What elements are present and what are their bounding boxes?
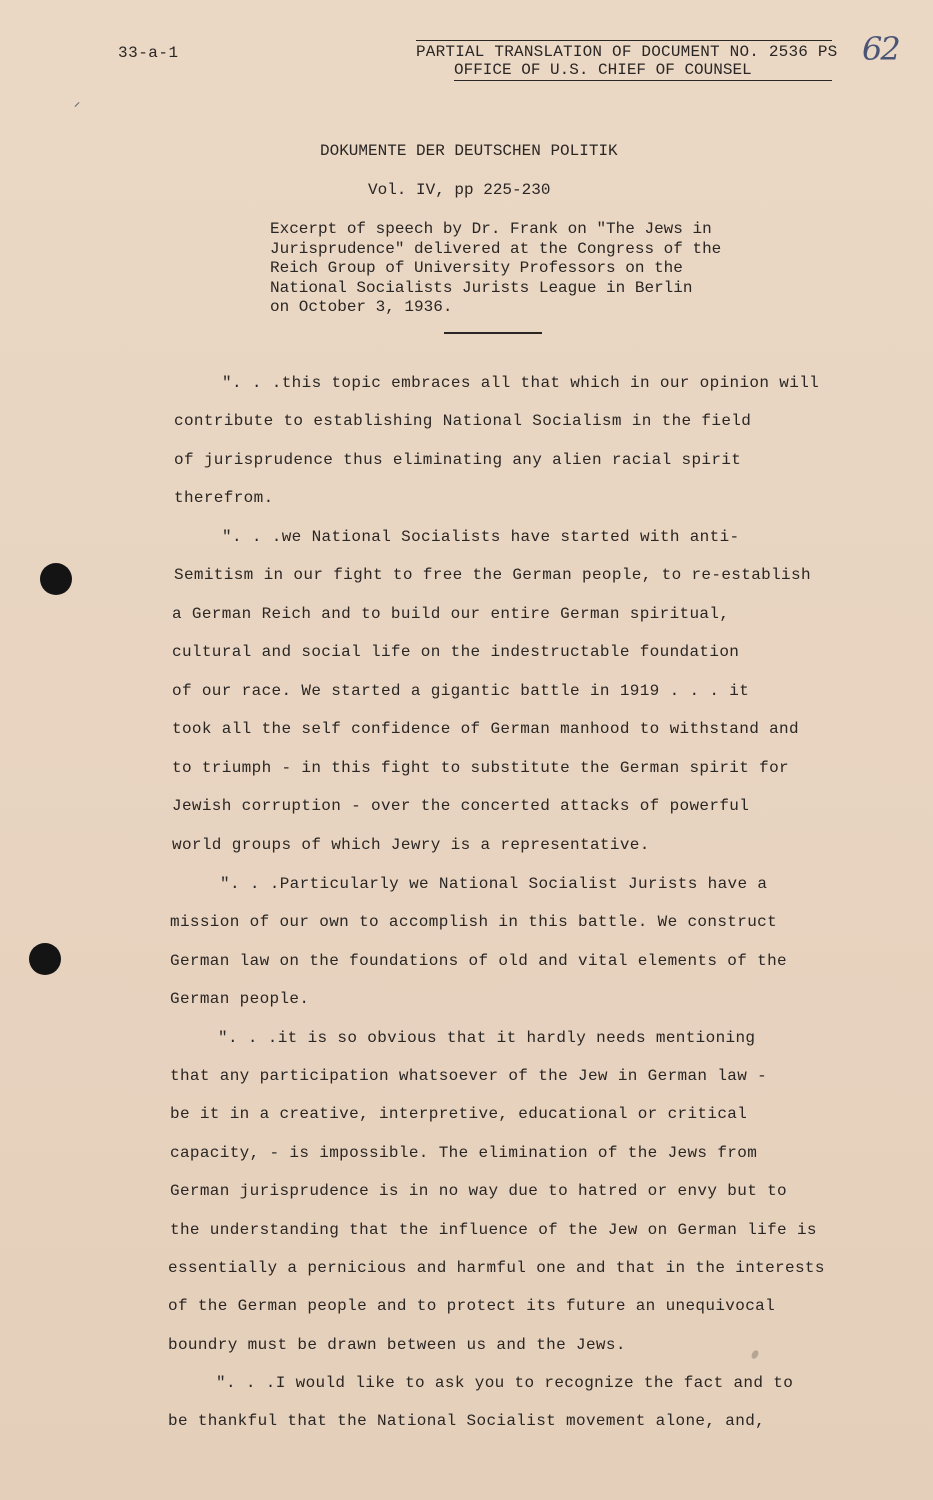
punch-hole [40,563,72,595]
body-line: ". . .this topic embraces all that which in our opinion will [222,374,820,392]
section-divider [444,332,542,334]
excerpt-line: National Socialists Jurists League in Berlin [270,278,693,297]
body-line: world groups of which Jewry is a representative. [172,836,650,854]
body-line: to triumph - in this fight to substitute the German spirit for [172,759,789,777]
excerpt-line: Jurisprudence" delivered at the Congress of the [270,239,722,258]
translation-header [416,40,838,81]
body-line: therefrom. [174,489,274,507]
handwritten-page-number: 62 [862,30,899,68]
body-line: of our race. We started a gigantic battle in 1919 . . . it [172,682,750,700]
punch-hole [29,943,61,975]
body-line: the understanding that the influence of the Jew on German life is [170,1221,817,1239]
body-line: ". . .I would like to ask you to recognize the fact and to [216,1374,794,1392]
body-line: of the German people and to protect its future an unequivocal [168,1297,776,1315]
body-line: that any participation whatsoever of the Jew in German law - [170,1067,768,1085]
document-id: 33-a-1 [118,44,179,62]
pen-mark [75,102,80,107]
body-line: contribute to establishing National Socialism in the field [174,412,752,430]
body-line: essentially a pernicious and harmful one and that in the interests [168,1259,825,1277]
excerpt-description [270,220,721,318]
ink-smudge [750,1349,760,1360]
translation-title: PARTIAL TRANSLATION OF DOCUMENT NO. 2536 PS [416,40,832,61]
body-line: German law on the foundations of old and vital elements of the [170,952,787,970]
body-line: Semitism in our fight to free the German people, to re-establish [174,566,811,584]
source-volume: Vol. IV, pp 225-230 [368,181,551,199]
body-line: mission of our own to accomplish in this battle. We construct [170,913,778,931]
source-title: DOKUMENTE DER DEUTSCHEN POLITIK [320,142,618,160]
excerpt-line: on October 3, 1936. [270,298,453,317]
body-line: German people. [170,990,310,1008]
body-line: be thankful that the National Socialist movement alone, and, [168,1412,766,1430]
body-line: ". . .Particularly we National Socialist Jurists have a [220,875,768,893]
body-line: boundry must be drawn between us and the Jews. [168,1336,626,1354]
body-line: ". . .we National Socialists have started with anti- [222,528,740,546]
body-line: be it in a creative, interpretive, educational or critical [170,1105,748,1123]
body-line: a German Reich and to build our entire German spiritual, [172,605,730,623]
body-line: took all the self confidence of German manhood to withstand and [172,720,799,738]
body-line: Jewish corruption - over the concerted attacks of powerful [172,797,750,815]
body-line: of jurisprudence thus eliminating any alien racial spirit [174,451,742,469]
counsel-office: OFFICE OF U.S. CHIEF OF COUNSEL [454,61,832,81]
body-line: German jurisprudence is in no way due to hatred or envy but to [170,1182,787,1200]
body-line: capacity, - is impossible. The elimination of the Jews from [170,1144,758,1162]
excerpt-line: Reich Group of University Professors on the [270,259,683,278]
body-line: ". . .it is so obvious that it hardly needs mentioning [218,1029,756,1047]
body-line: cultural and social life on the indestructable foundation [172,643,740,661]
excerpt-line: Excerpt of speech by Dr. Frank on "The Jews in [270,220,712,238]
